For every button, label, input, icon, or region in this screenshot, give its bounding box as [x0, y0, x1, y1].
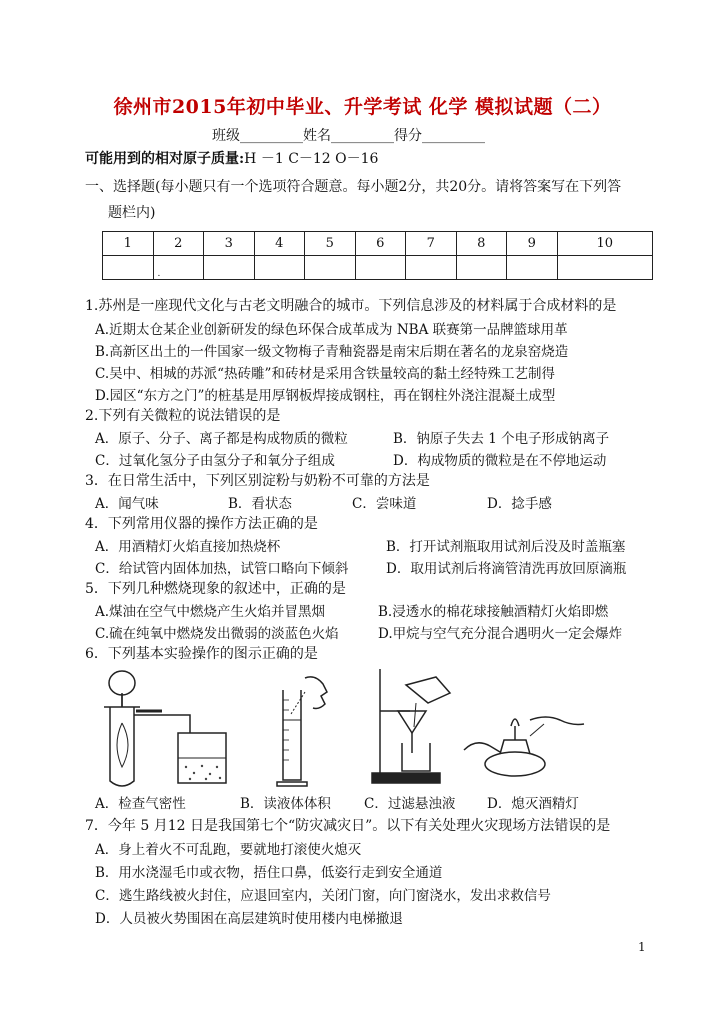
question-7-option-d: D．人员被火势围困在高层建筑时使用楼内电梯撤退 — [95, 911, 403, 927]
question-4-option-c: C．给试管内固体加热，试管口略向下倾斜 — [95, 561, 349, 577]
atomic-mass-line — [85, 148, 378, 168]
section-heading-cont: 题栏内) — [108, 205, 156, 221]
section-heading: 一、选择题(每小题只有一个选项符合题意。每小题2分，共20分。请将答案写在下列答 — [85, 179, 622, 195]
student-info-line: 班级_________姓名_________得分_________ — [212, 128, 485, 144]
question-1-stem: 1.苏州是一座现代文化与古老文明融合的城市。下列信息涉及的材料属于合成材料的是 — [85, 298, 617, 314]
answer-number: 10 — [557, 232, 653, 256]
answer-cell — [456, 256, 507, 280]
question-3-option-c: C．尝味道 — [352, 496, 417, 512]
question-5-option-c: C.硫在纯氧中燃烧发出微弱的淡蓝色火焰 — [95, 626, 339, 642]
answer-cell — [355, 256, 406, 280]
answer-number: 7 — [406, 232, 457, 256]
answer-number: 2 — [153, 232, 204, 256]
question-6-option-b: B．读液体体积 — [240, 796, 331, 812]
question-2-option-b: B．钠原子失去 1 个电子形成钠离子 — [393, 431, 610, 447]
atomic-mass-values: H －1 C－12 O－16 — [244, 151, 379, 167]
answer-table-blank-row — [103, 256, 653, 280]
question-7-option-a: A．身上着火不可乱跑，要就地打滚使火熄灭 — [95, 842, 362, 858]
question-4-option-d: D．取用试剂后将滴管清洗再放回原滴瓶 — [386, 561, 627, 577]
question-1-option-d: D.园区“东方之门”的桩基是用厚钢板焊接成钢柱，再在钢柱外浇注混凝土成型 — [95, 388, 556, 404]
question-2-stem: 2.下列有关微粒的说法错误的是 — [85, 408, 281, 424]
question-1-option-a: A.近期太仓某企业创新研发的绿色环保合成革成为 NBA 联赛第一品牌篮球用革 — [95, 322, 568, 338]
question-5-option-b: B.浸透水的棉花球接触酒精灯火焰即燃 — [378, 604, 609, 620]
question-4-stem: 4．下列常用仪器的操作方法正确的是 — [85, 516, 318, 532]
answer-number: 3 — [204, 232, 255, 256]
figure-airtightness-check — [100, 663, 240, 789]
figure-read-volume — [275, 670, 345, 790]
question-6-option-c: C．过滤悬浊液 — [364, 796, 456, 812]
page-title: 徐州市2015年初中毕业、升学考试 化学 模拟试题（二） — [113, 96, 612, 118]
question-6-stem: 6．下列基本实验操作的图示正确的是 — [85, 646, 318, 662]
answer-cell — [254, 256, 305, 280]
answer-table — [102, 231, 653, 280]
answer-cell — [406, 256, 457, 280]
answer-number: 9 — [507, 232, 558, 256]
answer-cell — [103, 256, 154, 280]
question-2-option-c: C．过氧化氢分子由氢分子和氧分子组成 — [95, 453, 335, 469]
question-5-option-a: A.煤油在空气中燃烧产生火焰并冒黑烟 — [95, 604, 326, 620]
figure-extinguish-lamp — [460, 690, 590, 786]
question-1-option-c: C.吴中、相城的苏派“热砖雕”和砖材是采用含铁量较高的黏土经特殊工艺制得 — [95, 366, 555, 382]
answer-cell — [153, 256, 204, 280]
question-3-option-b: B．看状态 — [228, 496, 292, 512]
answer-number: 6 — [355, 232, 406, 256]
question-6-option-d: D．熄灭酒精灯 — [487, 796, 579, 812]
answer-cell — [204, 256, 255, 280]
question-3-option-a: A．闻气味 — [95, 496, 159, 512]
figure-filtration — [370, 663, 460, 789]
answer-number: 8 — [456, 232, 507, 256]
question-2-option-a: A．原子、分子、离子都是构成物质的微粒 — [95, 431, 348, 447]
question-2-option-d: D．构成物质的微粒是在不停地运动 — [393, 453, 607, 469]
page-number: 1 — [638, 940, 646, 954]
answer-cell — [507, 256, 558, 280]
answer-cell — [305, 256, 356, 280]
question-4-option-b: B．打开试剂瓶取用试剂后没及时盖瓶塞 — [386, 539, 626, 555]
answer-number: 1 — [103, 232, 154, 256]
question-7-option-c: C．逃生路线被火封住，应退回室内，关闭门窗，向门窗浇水，发出求救信号 — [95, 888, 551, 904]
question-5-option-d: D.甲烷与空气充分混合遇明火一定会爆炸 — [378, 626, 623, 642]
question-1-option-b: B.高新区出土的一件国家一级文物梅子青釉瓷器是南宋后期在著名的龙泉窑烧造 — [95, 344, 569, 360]
question-4-option-a: A．用酒精灯火焰直接加热烧杯 — [95, 539, 281, 555]
question-7-option-b: B．用水浇湿毛巾或衣物，捂住口鼻，低姿行走到安全通道 — [95, 865, 443, 881]
question-3-stem: 3．在日常生活中，下列区别淀粉与奶粉不可靠的方法是 — [85, 473, 430, 489]
question-7-stem: 7．今年 5 月12 日是我国第七个“防灾减灾日”。以下有关处理火灾现场方法错误的是 — [85, 818, 611, 834]
question-6-option-a: A．检查气密性 — [95, 796, 186, 812]
answer-cell — [557, 256, 653, 280]
atomic-mass-label: 可能用到的相对原子质量: — [85, 151, 245, 167]
stray-mark: . — [157, 269, 161, 279]
answer-table-header-row — [103, 232, 653, 256]
question-5-stem: 5．下列几种燃烧现象的叙述中，正确的是 — [85, 581, 346, 597]
question-3-option-d: D．捻手感 — [487, 496, 552, 512]
answer-number: 4 — [254, 232, 305, 256]
answer-number: 5 — [305, 232, 356, 256]
